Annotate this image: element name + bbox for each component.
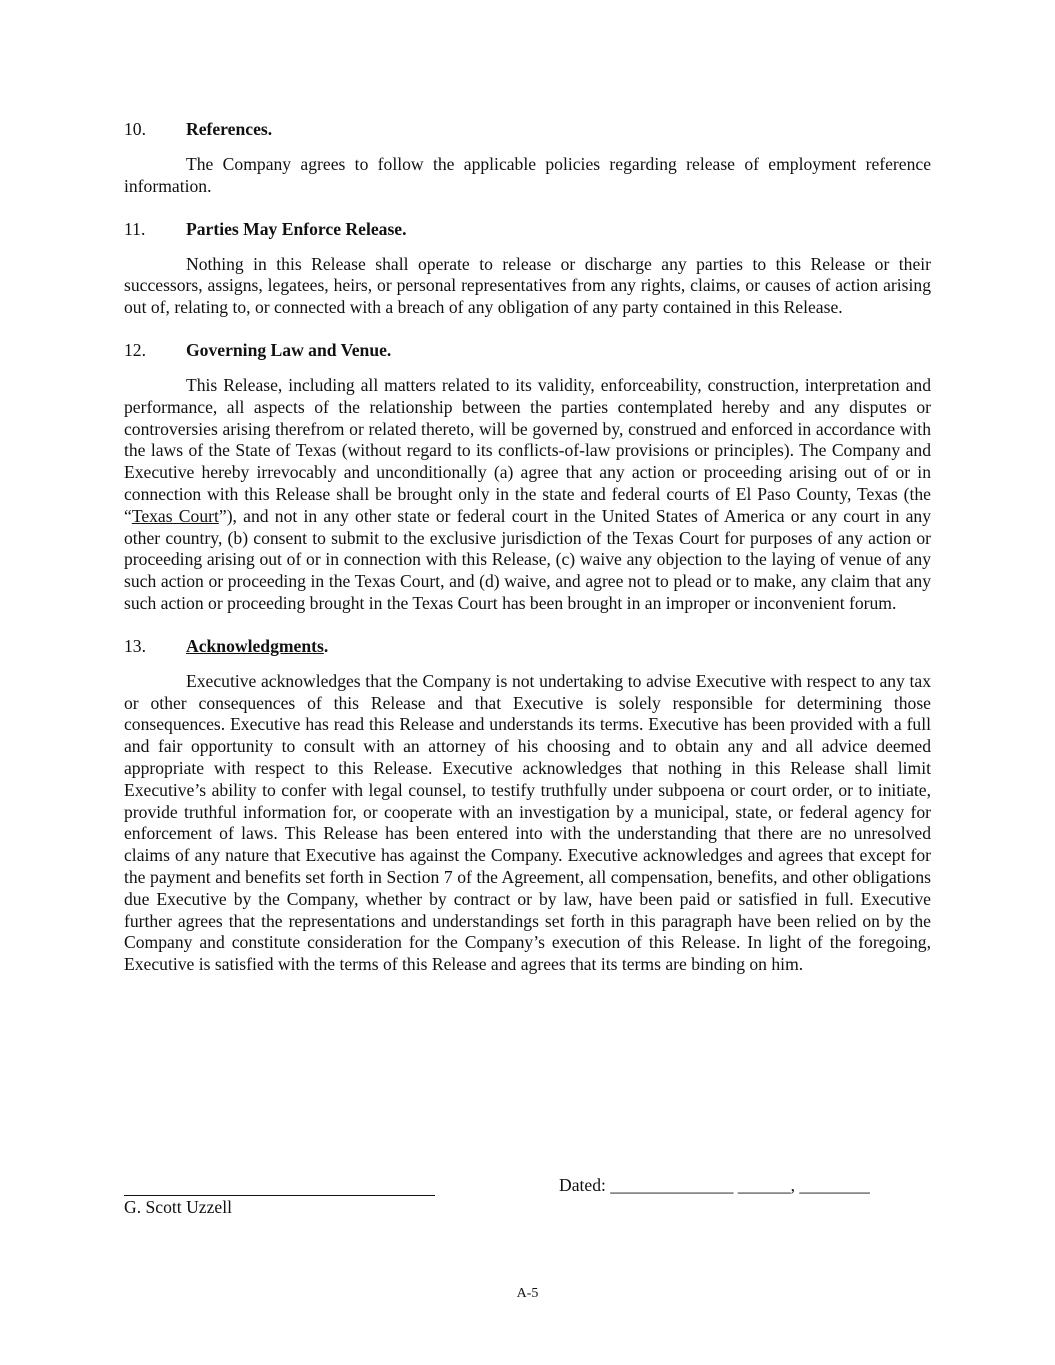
page-number: A-5 — [516, 1286, 539, 1301]
section-12-heading — [124, 339, 931, 361]
section-11-body: Nothing in this Release shall operate to release or discharge any parties to this Release or their successors, assigns, legatees, heirs, or personal representatives from any rights, claims, or causes of action arising out of, relating to, or connected with a breach of any obligation of any party contained in this Release. — [124, 253, 931, 318]
section-title-suffix: . — [323, 635, 329, 656]
signatory-name: G. Scott Uzzell — [124, 1197, 232, 1217]
section-title — [186, 635, 328, 657]
signature-block — [124, 1174, 931, 1224]
section-13-heading — [124, 635, 931, 657]
section-title: Parties May Enforce Release. — [186, 218, 407, 239]
section-title: References. — [186, 119, 273, 139]
section-13-body: Executive acknowledges that the Company is not undertaking to advise Executive with respect to any tax or other consequences of this Release and that Executive is solely responsible for determining those consequences. Executive has read this Release and understands its terms. Executive has been provided with a full and fair opportunity to consult with an attorney of his choosing and to obtain any and all advice deemed appropriate with respect to this Release. Executive acknowledges that nothing in this Release shall limit Executive’s ability to confer with legal counsel, to testify truthfully under subpoena or court order, or to initiate, provide truthful information for, or cooperate with an investigation by a municipal, state, or federal agency for enforcement of laws. This Release has been entered into with the understanding that there are no unresolved claims of any nature that Executive has against the Company. Executive acknowledges and agrees that except for the payment and benefits set forth in Section 7 of the Agreement, all compensation, benefits, and other obligations due Executive by the Company, whether by contract or by law, have been paid or satisfied in full. Executive further agrees that the representations and understandings set forth in this paragraph have been relied on by the Company and constitute consideration for the Company’s execution of this Release. In light of the foregoing, Executive is satisfied with the terms of this Release and agrees that its terms are binding on him. — [124, 670, 931, 975]
section-number: 13. — [124, 635, 146, 656]
section-number: 10. — [124, 119, 146, 139]
body-text: ”), and not in any other state or federal court in the United States of America or any court in any other country, (b) consent to submit to the exclusive jurisdiction of the Texas Court for purposes of any action or proceeding arising out of or in connection with this Release, (c) waive any objection to the laying of venue of any such action or proceeding in the Texas Court, and (d) waive, and agree not to plead or to make, any claim that any such action or proceeding brought in the Texas Court has been brought in an improper or inconvenient forum. — [124, 505, 931, 613]
dated-field: Dated: ______________ ______, ________ — [559, 1175, 870, 1195]
section-number: 12. — [124, 339, 146, 360]
section-title-text: Acknowledgments — [186, 635, 324, 656]
section-10-body: The Company agrees to follow the applicable policies regarding release of employment reference information. — [124, 154, 931, 196]
section-number: 11. — [124, 218, 146, 239]
section-10-heading — [124, 118, 931, 140]
section-11-heading — [124, 218, 931, 240]
section-12-body — [124, 375, 931, 615]
document-page — [124, 118, 931, 996]
section-title: Governing Law and Venue. — [186, 339, 392, 360]
defined-term: Texas Court — [131, 505, 219, 526]
body-text: This Release, including all matters related to its validity, enforceability, construction, interpretation and performance, all aspects of the relationship between the parties contemplated hereby and any disputes or controversies arising therefrom or related thereto, will be governed by, construed and enforced in accordance with the laws of the State of Texas (without regard to its conflicts-of-law provisions or principles). The Company and Executive hereby irrevocably and unconditionally (a) agree that any action or proceeding arising out of or in connection with this Release shall be brought only in the state and federal courts of El Paso County, Texas (the “ — [124, 374, 931, 526]
